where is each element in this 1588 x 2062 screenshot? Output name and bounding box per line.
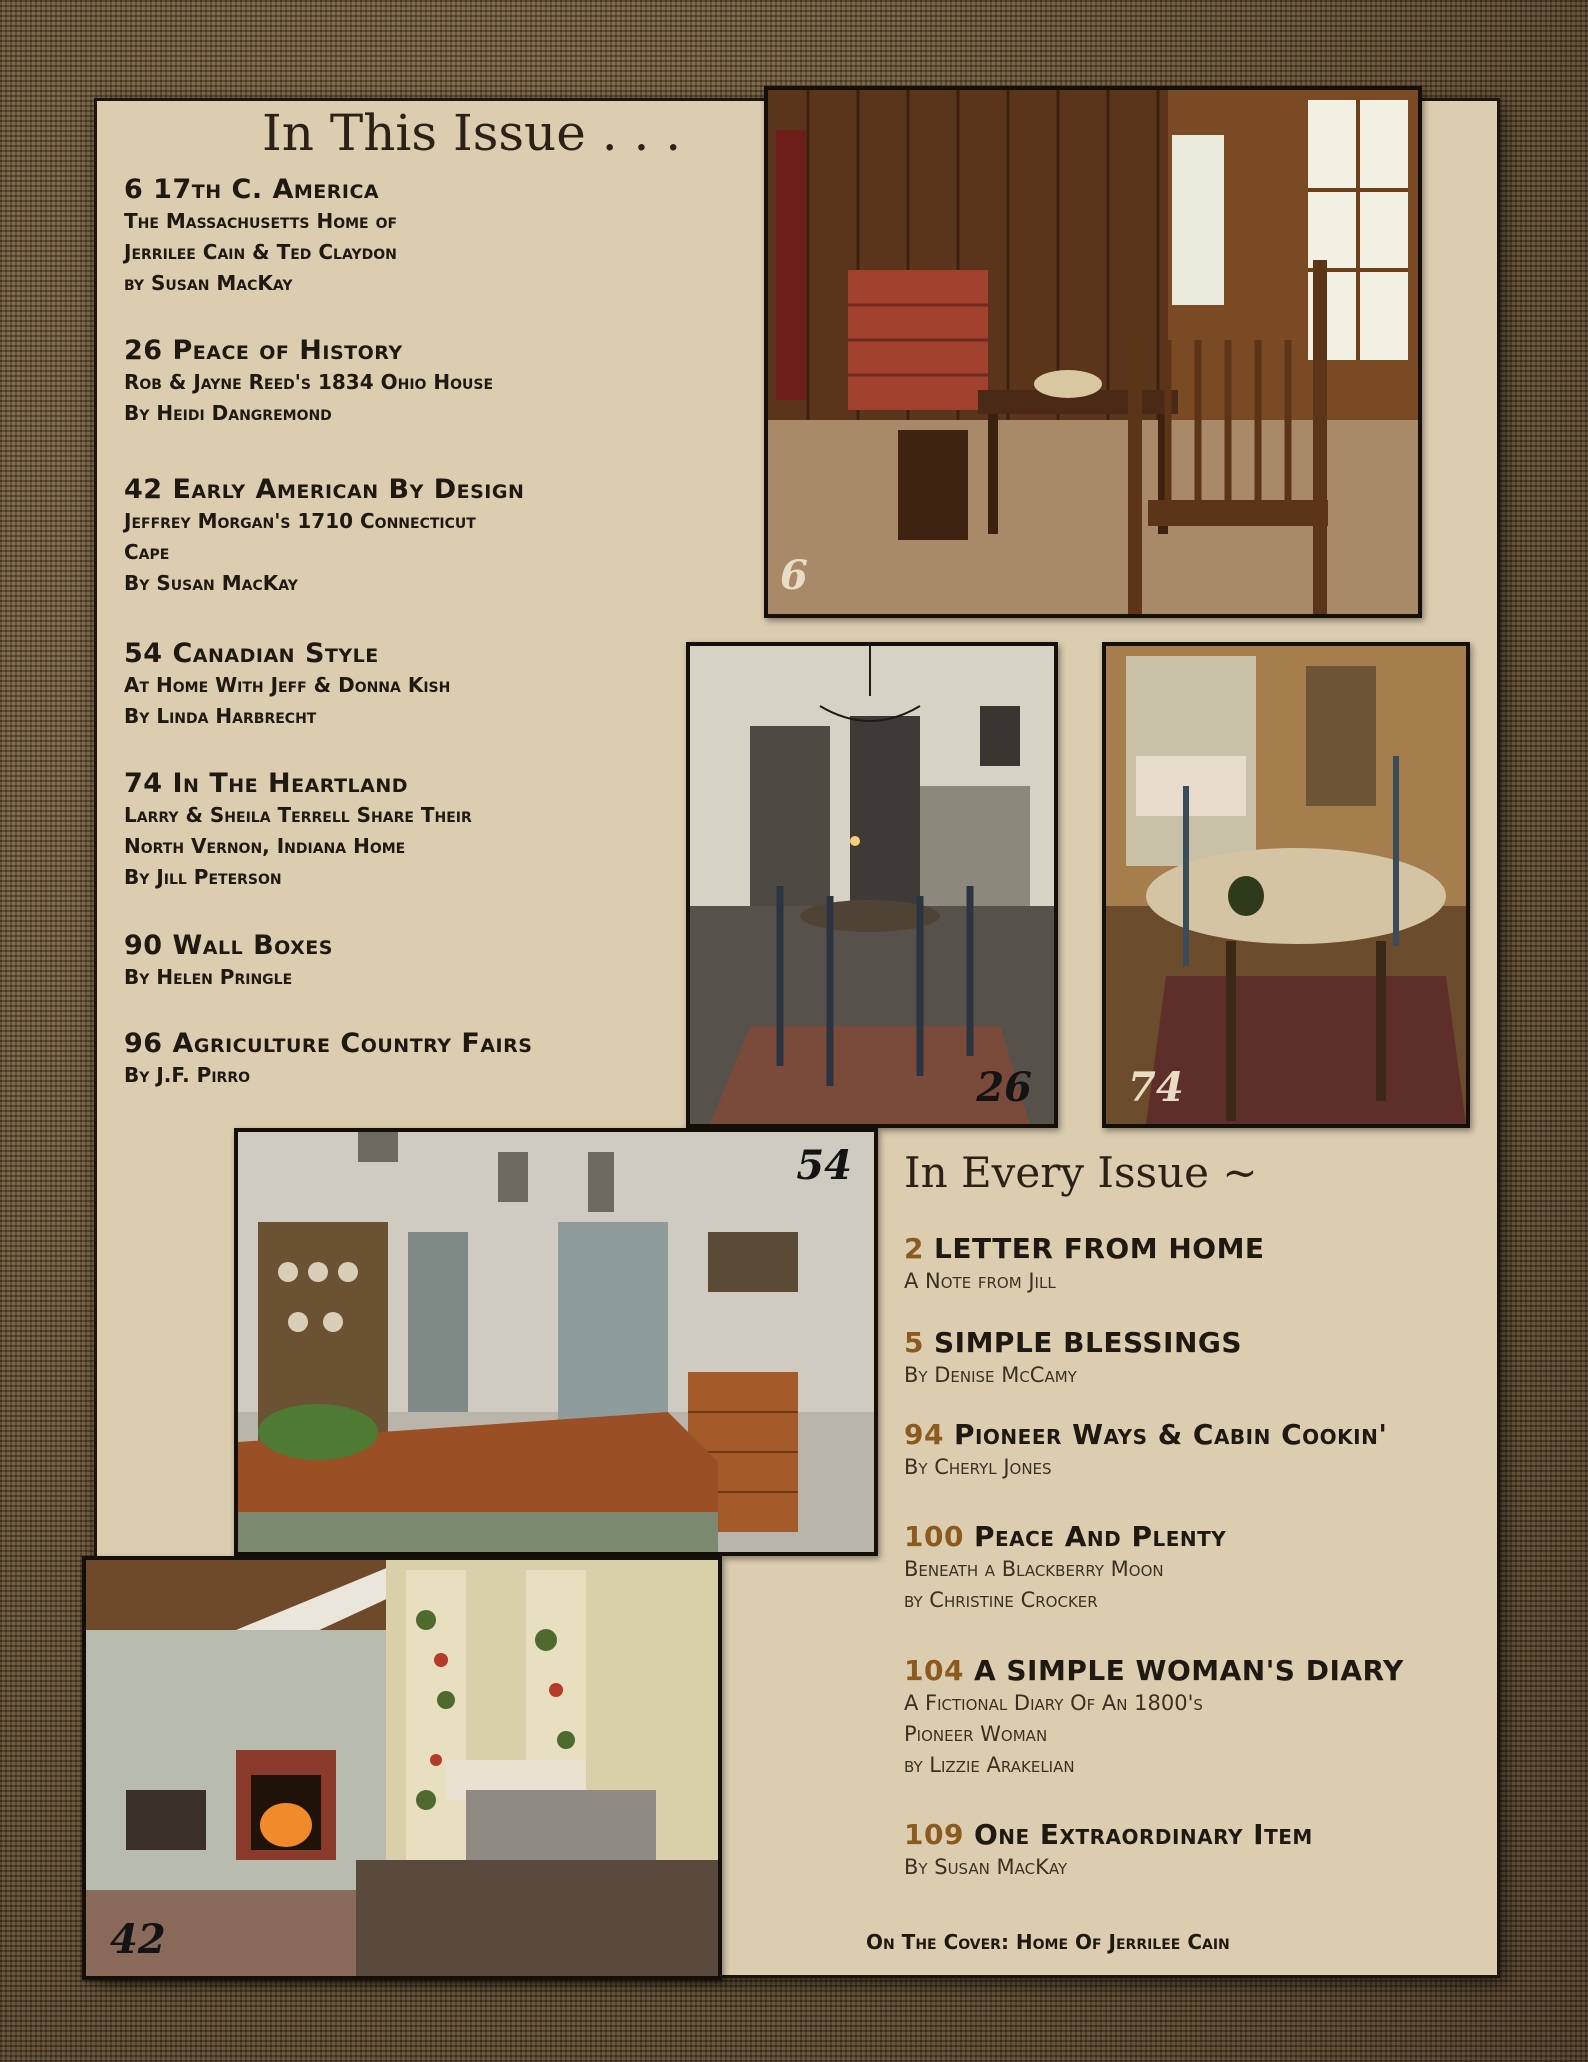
toc-item-subtitle: Jeffrey Morgan's 1710 Connecticut <box>124 509 476 533</box>
toc-item-title: 90 Wall Boxes <box>124 930 333 961</box>
toc-item-byline: By Helen Pringle <box>124 965 293 989</box>
every-item-2[interactable] <box>904 1232 1265 1297</box>
every-item-byline: A Note from Jill <box>904 1269 1056 1293</box>
every-item-label: A SIMPLE WOMAN'S DIARY <box>973 1654 1404 1687</box>
photo-page-number: 26 <box>976 1064 1032 1111</box>
toc-item-title: 6 17th C. America <box>124 174 380 205</box>
every-item-byline: By Denise McCamy <box>904 1363 1077 1387</box>
toc-item-subtitle: Larry & Sheila Terrell Share Their <box>124 803 472 827</box>
every-item-94[interactable] <box>904 1418 1387 1483</box>
toc-item-subtitle: Rob & Jayne Reed's 1834 Ohio House <box>124 370 494 394</box>
toc-item-26[interactable] <box>124 335 493 429</box>
every-item-109[interactable] <box>904 1818 1313 1883</box>
every-item-number: 104 <box>904 1654 964 1687</box>
toc-item-byline: By Heidi Dangremond <box>124 401 332 425</box>
every-item-5[interactable] <box>904 1326 1242 1391</box>
every-item-label: SIMPLE BLESSINGS <box>933 1326 1243 1359</box>
every-item-byline: By Susan MacKay <box>904 1855 1068 1879</box>
photo-peace-of-history[interactable] <box>686 642 1058 1128</box>
toc-item-subtitle: The Massachusetts Home of <box>124 209 398 233</box>
toc-item-subtitle: Cape <box>124 540 170 564</box>
toc-item-title: 96 Agriculture Country Fairs <box>124 1028 533 1059</box>
toc-item-subtitle: North Vernon, Indiana Home <box>124 834 406 858</box>
toc-item-42[interactable] <box>124 474 524 599</box>
every-item-104[interactable] <box>904 1654 1404 1781</box>
every-item-number: 2 <box>904 1232 924 1265</box>
toc-item-byline: By Linda Harbrecht <box>124 704 317 728</box>
every-item-title <box>904 1654 1404 1688</box>
photo-early-american-by-design[interactable] <box>82 1556 722 1980</box>
photo-17th-c-america[interactable] <box>764 86 1422 618</box>
every-item-number: 100 <box>904 1520 964 1553</box>
every-item-label: One Extraordinary Item <box>973 1818 1313 1851</box>
toc-item-74[interactable] <box>124 768 472 893</box>
photo-page-number: 42 <box>110 1916 166 1963</box>
every-item-title <box>904 1326 1242 1360</box>
every-item-title <box>904 1232 1265 1266</box>
every-item-number: 5 <box>904 1326 924 1359</box>
every-item-label: Pioneer Ways & Cabin Cookin' <box>953 1418 1388 1451</box>
toc-item-6[interactable] <box>124 174 397 299</box>
in-every-issue-heading: In Every Issue ~ <box>904 1148 1258 1197</box>
toc-item-title: 74 In The Heartland <box>124 768 409 799</box>
every-item-title <box>904 1520 1226 1554</box>
toc-item-subtitle: Jerrilee Cain & Ted Claydon <box>124 240 397 264</box>
photo-canadian-style-image <box>238 1132 874 1552</box>
photo-page-number: 54 <box>796 1142 852 1189</box>
in-this-issue-heading: In This Issue . . . <box>262 104 682 162</box>
photo-peace-of-history-image <box>690 646 1054 1124</box>
photo-early-american-by-design-image <box>86 1560 718 1976</box>
toc-item-title: 26 Peace of History <box>124 335 403 366</box>
toc-item-byline: by Susan MacKay <box>124 271 293 295</box>
every-item-subtitle: A Fictional Diary Of An 1800's <box>904 1691 1203 1715</box>
photo-page-number: 74 <box>1128 1064 1184 1111</box>
every-item-number: 94 <box>904 1418 944 1451</box>
every-item-label: LETTER FROM HOME <box>933 1232 1265 1265</box>
toc-item-title: 42 Early American By Design <box>124 474 525 505</box>
toc-item-byline: By J.F. Pirro <box>124 1063 250 1087</box>
every-item-title <box>904 1418 1387 1452</box>
photo-page-number: 6 <box>780 552 808 599</box>
every-item-100[interactable] <box>904 1520 1226 1616</box>
photo-in-the-heartland[interactable] <box>1102 642 1470 1128</box>
every-item-subtitle: Beneath a Blackberry Moon <box>904 1557 1164 1581</box>
toc-item-byline: By Jill Peterson <box>124 865 282 889</box>
every-item-title <box>904 1818 1313 1852</box>
every-item-subtitle: Pioneer Woman <box>904 1722 1048 1746</box>
toc-item-96[interactable] <box>124 1028 532 1091</box>
photo-in-the-heartland-image <box>1106 646 1466 1124</box>
toc-item-90[interactable] <box>124 930 333 993</box>
every-item-number: 109 <box>904 1818 964 1851</box>
every-item-label: Peace And Plenty <box>973 1520 1227 1553</box>
toc-item-54[interactable] <box>124 638 450 732</box>
every-item-byline: by Christine Crocker <box>904 1588 1098 1612</box>
cover-note: On The Cover: Home Of Jerrilee Cain <box>866 1930 1230 1954</box>
every-item-byline: by Lizzie Arakelian <box>904 1753 1075 1777</box>
toc-item-title: 54 Canadian Style <box>124 638 379 669</box>
photo-canadian-style[interactable] <box>234 1128 878 1556</box>
toc-item-subtitle: At Home With Jeff & Donna Kish <box>124 673 451 697</box>
every-item-byline: By Cheryl Jones <box>904 1455 1052 1479</box>
toc-item-byline: By Susan MacKay <box>124 571 298 595</box>
photo-17th-c-america-image <box>768 90 1418 614</box>
